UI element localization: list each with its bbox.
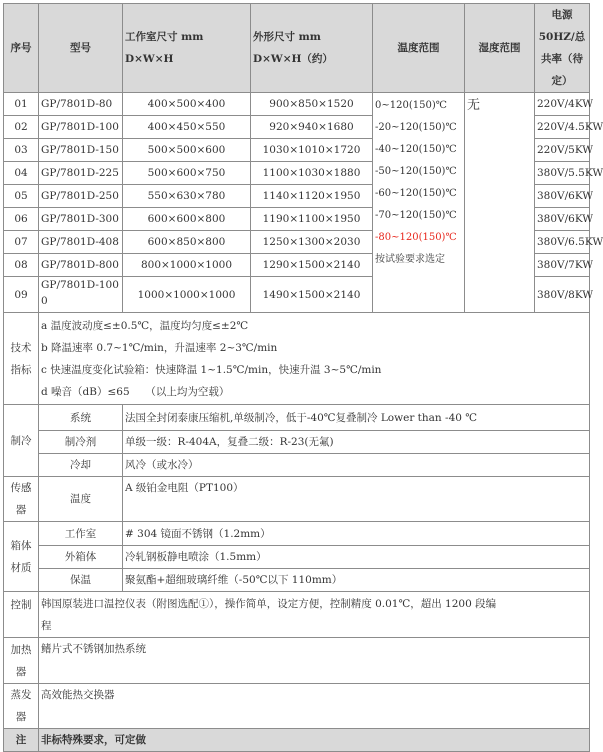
model-outer-size: 1140×1120×1950 [251, 185, 373, 208]
sensor-label: 传感器 [4, 477, 39, 522]
model-inner-size: 800×1000×1000 [123, 254, 251, 277]
cooling-item-name: 冷却 [39, 454, 123, 477]
model-power: 380V/6.5KW [535, 231, 590, 254]
evaporator-label: 蒸发器 [4, 684, 39, 729]
heater-row [4, 638, 590, 684]
model-outer-size: 1490×1500×2140 [251, 277, 373, 313]
temp-range-item: -50~120(150)℃ [375, 166, 457, 177]
header-outer-line1: 外形尺寸 mm [253, 31, 321, 43]
cooling-item-value: 法国全封闭泰康压缩机,单级制冷，低于-40℃复叠制冷 Lower than -40 ℃ [123, 405, 590, 431]
material-item-name: 外箱体 [39, 546, 123, 569]
material-item-value: 聚氨酯+超细玻璃纤维（-50℃以下 110mm） [123, 569, 590, 592]
cooling-item-value: 风冷（或水冷） [123, 454, 590, 477]
temp-range-item: -70~120(150)℃ [375, 210, 457, 221]
control-row [4, 592, 590, 638]
model-name: GP/7801D-225 [39, 162, 123, 185]
model-name: GP/7801D-80 [39, 93, 123, 116]
model-name: GP/7801D-100 [39, 116, 123, 139]
model-name: GP/7801D-300 [39, 208, 123, 231]
evaporator-row [4, 684, 590, 729]
model-outer-size: 900×850×1520 [251, 93, 373, 116]
heater-label: 加热器 [4, 638, 39, 684]
model-inner-size: 400×450×550 [123, 116, 251, 139]
model-outer-size: 1290×1500×2140 [251, 254, 373, 277]
header-model: 型号 [39, 4, 123, 93]
material-label: 箱体材质 [4, 522, 39, 592]
material-item-value: # 304 镜面不锈钢（1.2mm） [123, 522, 590, 546]
sensor-row [4, 477, 590, 522]
sensor-item-name: 温度 [39, 477, 123, 522]
model-no: 05 [4, 185, 39, 208]
tech-spec-line: a 温度波动度≤±0.5℃，温度均匀度≤±2℃ [41, 319, 249, 332]
model-no: 02 [4, 116, 39, 139]
temp-range-cell [373, 93, 465, 313]
cooling-item-name: 系统 [39, 405, 123, 431]
model-row [4, 93, 590, 116]
model-power: 220V/5KW [535, 139, 590, 162]
model-outer-size: 1100×1030×1880 [251, 162, 373, 185]
material-item-value: 冷轧钢板静电喷涂（1.5mm） [123, 546, 590, 569]
model-power: 220V/4.5KW [535, 116, 590, 139]
model-name: GP/7801D-150 [39, 139, 123, 162]
header-power: 电源 50HZ/总共率（待定） [535, 4, 590, 93]
temp-range-item: -20~120(150)℃ [375, 122, 457, 133]
model-no: 03 [4, 139, 39, 162]
header-temp-range: 温度范围 [373, 4, 465, 93]
cooling-row [4, 431, 590, 454]
header-inner-line1: 工作室尺寸 mm [125, 31, 204, 43]
model-no: 06 [4, 208, 39, 231]
control-line: 程 [41, 619, 52, 632]
cooling-item-name: 制冷剂 [39, 431, 123, 454]
header-outer-size [251, 4, 373, 93]
tech-spec-line: c 快速温度变化试验箱：快速降温 1~1.5℃/min，快速升温 3~5℃/min [41, 363, 382, 376]
material-row [4, 546, 590, 569]
temp-range-item: -60~120(150)℃ [375, 188, 457, 199]
header-outer-line2: D×W×H（约） [253, 53, 333, 65]
model-power: 380V/6KW [535, 185, 590, 208]
model-outer-size: 920×940×1680 [251, 116, 373, 139]
model-power: 380V/7KW [535, 254, 590, 277]
model-power: 380V/5.5KW [535, 162, 590, 185]
model-no: 04 [4, 162, 39, 185]
footer-row [4, 729, 590, 752]
model-power: 380V/6KW [535, 208, 590, 231]
material-item-name: 工作室 [39, 522, 123, 546]
model-name: GP/7801D-800 [39, 254, 123, 277]
temp-range-note: 按试验要求选定 [375, 254, 445, 265]
temp-range-item: 0~120(150)℃ [375, 100, 447, 111]
heater-value: 鳍片式不锈钢加热系统 [39, 638, 590, 684]
header-inner-line2: D×W×H [125, 53, 174, 65]
cooling-item-value: 单级一级：R-404A，复叠二级：R-23(无氟) [123, 431, 590, 454]
header-row [4, 4, 590, 93]
header-inner-size [123, 4, 251, 93]
model-name: GP/7801D-408 [39, 231, 123, 254]
cooling-row [4, 454, 590, 477]
tech-spec-content [39, 313, 590, 405]
spec-table [3, 3, 603, 752]
temp-range-item: -40~120(150)℃ [375, 144, 457, 155]
control-content [39, 592, 590, 638]
model-no: 01 [4, 93, 39, 116]
model-inner-size: 500×600×750 [123, 162, 251, 185]
model-outer-size: 1250×1300×2030 [251, 231, 373, 254]
model-inner-size: 1000×1000×1000 [123, 277, 251, 313]
model-power: 380V/8KW [535, 277, 590, 313]
tech-spec-line: b 降温速率 0.7~1℃/min，升温速率 2~3℃/min [41, 341, 278, 354]
evaporator-value: 高效能热交换器 [39, 684, 590, 729]
cooling-label: 制冷 [4, 405, 39, 477]
footer-text: 非标特殊要求，可定做 [39, 729, 590, 752]
model-power: 220V/4KW [535, 93, 590, 116]
tech-spec-line: d 噪音（dB）≤65 （以上均为空载） [41, 385, 230, 398]
material-row [4, 522, 590, 546]
model-inner-size: 500×500×600 [123, 139, 251, 162]
model-inner-size: 600×600×800 [123, 208, 251, 231]
model-outer-size: 1190×1100×1950 [251, 208, 373, 231]
header-no: 序号 [4, 4, 39, 93]
tech-spec-row [4, 313, 590, 405]
model-inner-size: 400×500×400 [123, 93, 251, 116]
model-inner-size: 600×850×800 [123, 231, 251, 254]
sensor-item-value: A 级铂金电阻（PT100） [123, 477, 590, 522]
control-label: 控制 [4, 592, 39, 638]
model-no: 09 [4, 277, 39, 313]
model-outer-size: 1030×1010×1720 [251, 139, 373, 162]
model-no: 07 [4, 231, 39, 254]
footer-label: 注 [4, 729, 39, 752]
model-inner-size: 550×630×780 [123, 185, 251, 208]
spec-sheet [3, 3, 603, 746]
model-no: 08 [4, 254, 39, 277]
material-item-name: 保温 [39, 569, 123, 592]
material-row [4, 569, 590, 592]
tech-spec-label: 技术指标 [4, 313, 39, 405]
temp-range-item-highlight: -80~120(150)℃ [375, 232, 457, 243]
header-humidity-range: 湿度范围 [465, 4, 535, 93]
model-name: GP/7801D-1000 [39, 277, 123, 313]
cooling-row [4, 405, 590, 431]
model-name: GP/7801D-250 [39, 185, 123, 208]
control-line: 韩国原装进口温控仪表（附图选配①），操作简单，设定方便，控制精度 0.01℃，超出 1200 段编 [41, 597, 497, 610]
humidity-cell: 无 [465, 93, 535, 313]
